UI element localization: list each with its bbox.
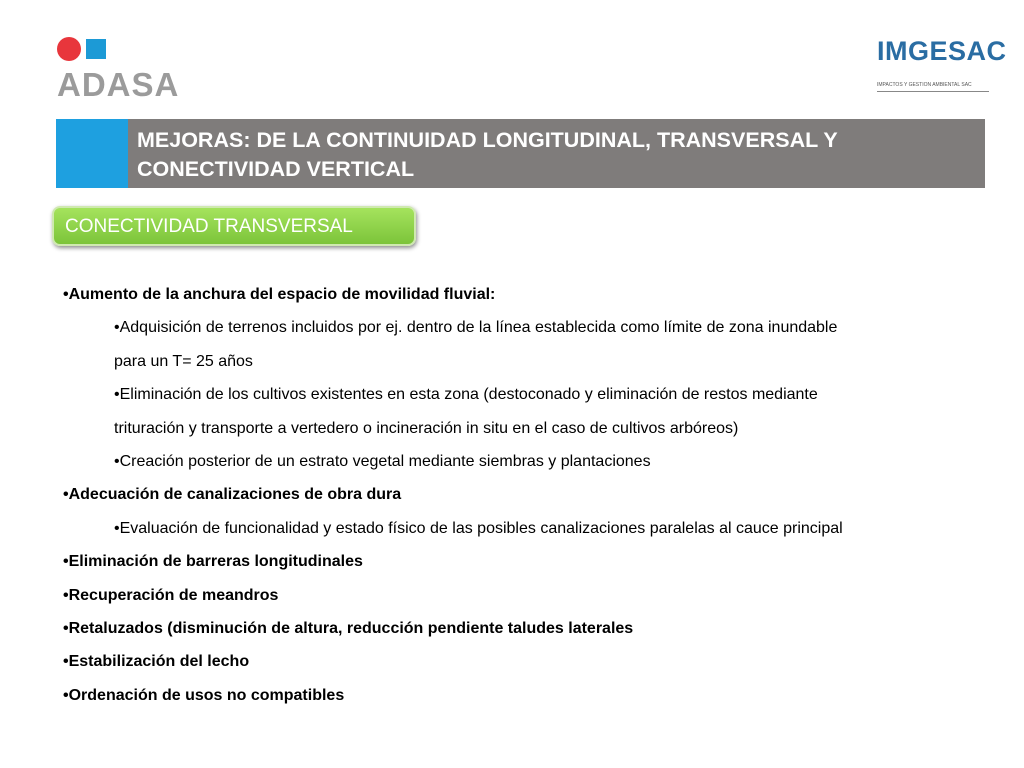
list-item-text: trituración y transporte a vertedero o incineración in situ en el caso de cultivos arbóreos) — [114, 419, 739, 437]
adasa-logo-text: ADASA — [57, 66, 180, 103]
list-item — [63, 311, 1013, 344]
imgesac-logo — [874, 36, 1007, 98]
list-item — [63, 412, 1013, 445]
imgesac-logo-subtitle: IMPACTOS Y GESTIÓN AMBIENTAL SAC — [877, 82, 989, 92]
list-item-text: para un T= 25 años — [114, 352, 253, 370]
list-item — [63, 679, 1013, 712]
list-item — [63, 478, 1013, 511]
list-item — [63, 612, 1013, 645]
blue-square-icon — [86, 39, 106, 59]
list-item-text: •Adecuación de canalizaciones de obra dura — [63, 486, 402, 504]
list-item-text: •Ordenación de usos no compatibles — [63, 686, 345, 704]
bullet-list — [63, 278, 1013, 712]
list-item-text: •Evaluación de funcionalidad y estado físico de las posibles canalizaciones paralelas al cauce principal — [114, 519, 843, 537]
section-badge-label: CONECTIVIDAD TRANSVERSAL — [65, 216, 353, 237]
red-dot-icon — [57, 37, 81, 61]
adasa-logo — [57, 37, 187, 103]
list-item — [63, 278, 1013, 311]
list-item-text: •Aumento de la anchura del espacio de movilidad fluvial: — [63, 286, 496, 303]
imgesac-logo-text: IMGESAC — [877, 36, 1007, 66]
list-item-text: •Adquisición de terrenos incluidos por ej. dentro de la línea establecida como límite de zona inundable — [114, 319, 838, 337]
list-item — [63, 378, 1013, 411]
list-item-text: •Eliminación de barreras longitudinales — [63, 553, 363, 571]
section-badge — [52, 206, 416, 246]
list-item — [63, 345, 1013, 378]
list-item — [63, 545, 1013, 578]
list-item — [63, 445, 1013, 478]
slide-title: MEJORAS: DE LA CONTINUIDAD LONGITUDINAL, TRANSVERSAL Y CONECTIVIDAD VERTICAL — [137, 128, 838, 181]
list-item — [63, 512, 1013, 545]
list-item-text: •Retaluzados (disminución de altura, reducción pendiente taludes laterales — [63, 620, 634, 638]
list-item-text: •Estabilización del lecho — [63, 653, 250, 671]
title-accent-block — [56, 119, 128, 188]
list-item-text: •Eliminación de los cultivos existentes en esta zona (destoconado y eliminación de restos mediante — [114, 386, 818, 404]
list-item-text: •Creación posterior de un estrato vegetal mediante siembras y plantaciones — [114, 453, 651, 471]
list-item — [63, 579, 1013, 612]
list-item-text: •Recuperación de meandros — [63, 586, 279, 604]
title-bar — [128, 119, 985, 188]
list-item — [63, 645, 1013, 678]
